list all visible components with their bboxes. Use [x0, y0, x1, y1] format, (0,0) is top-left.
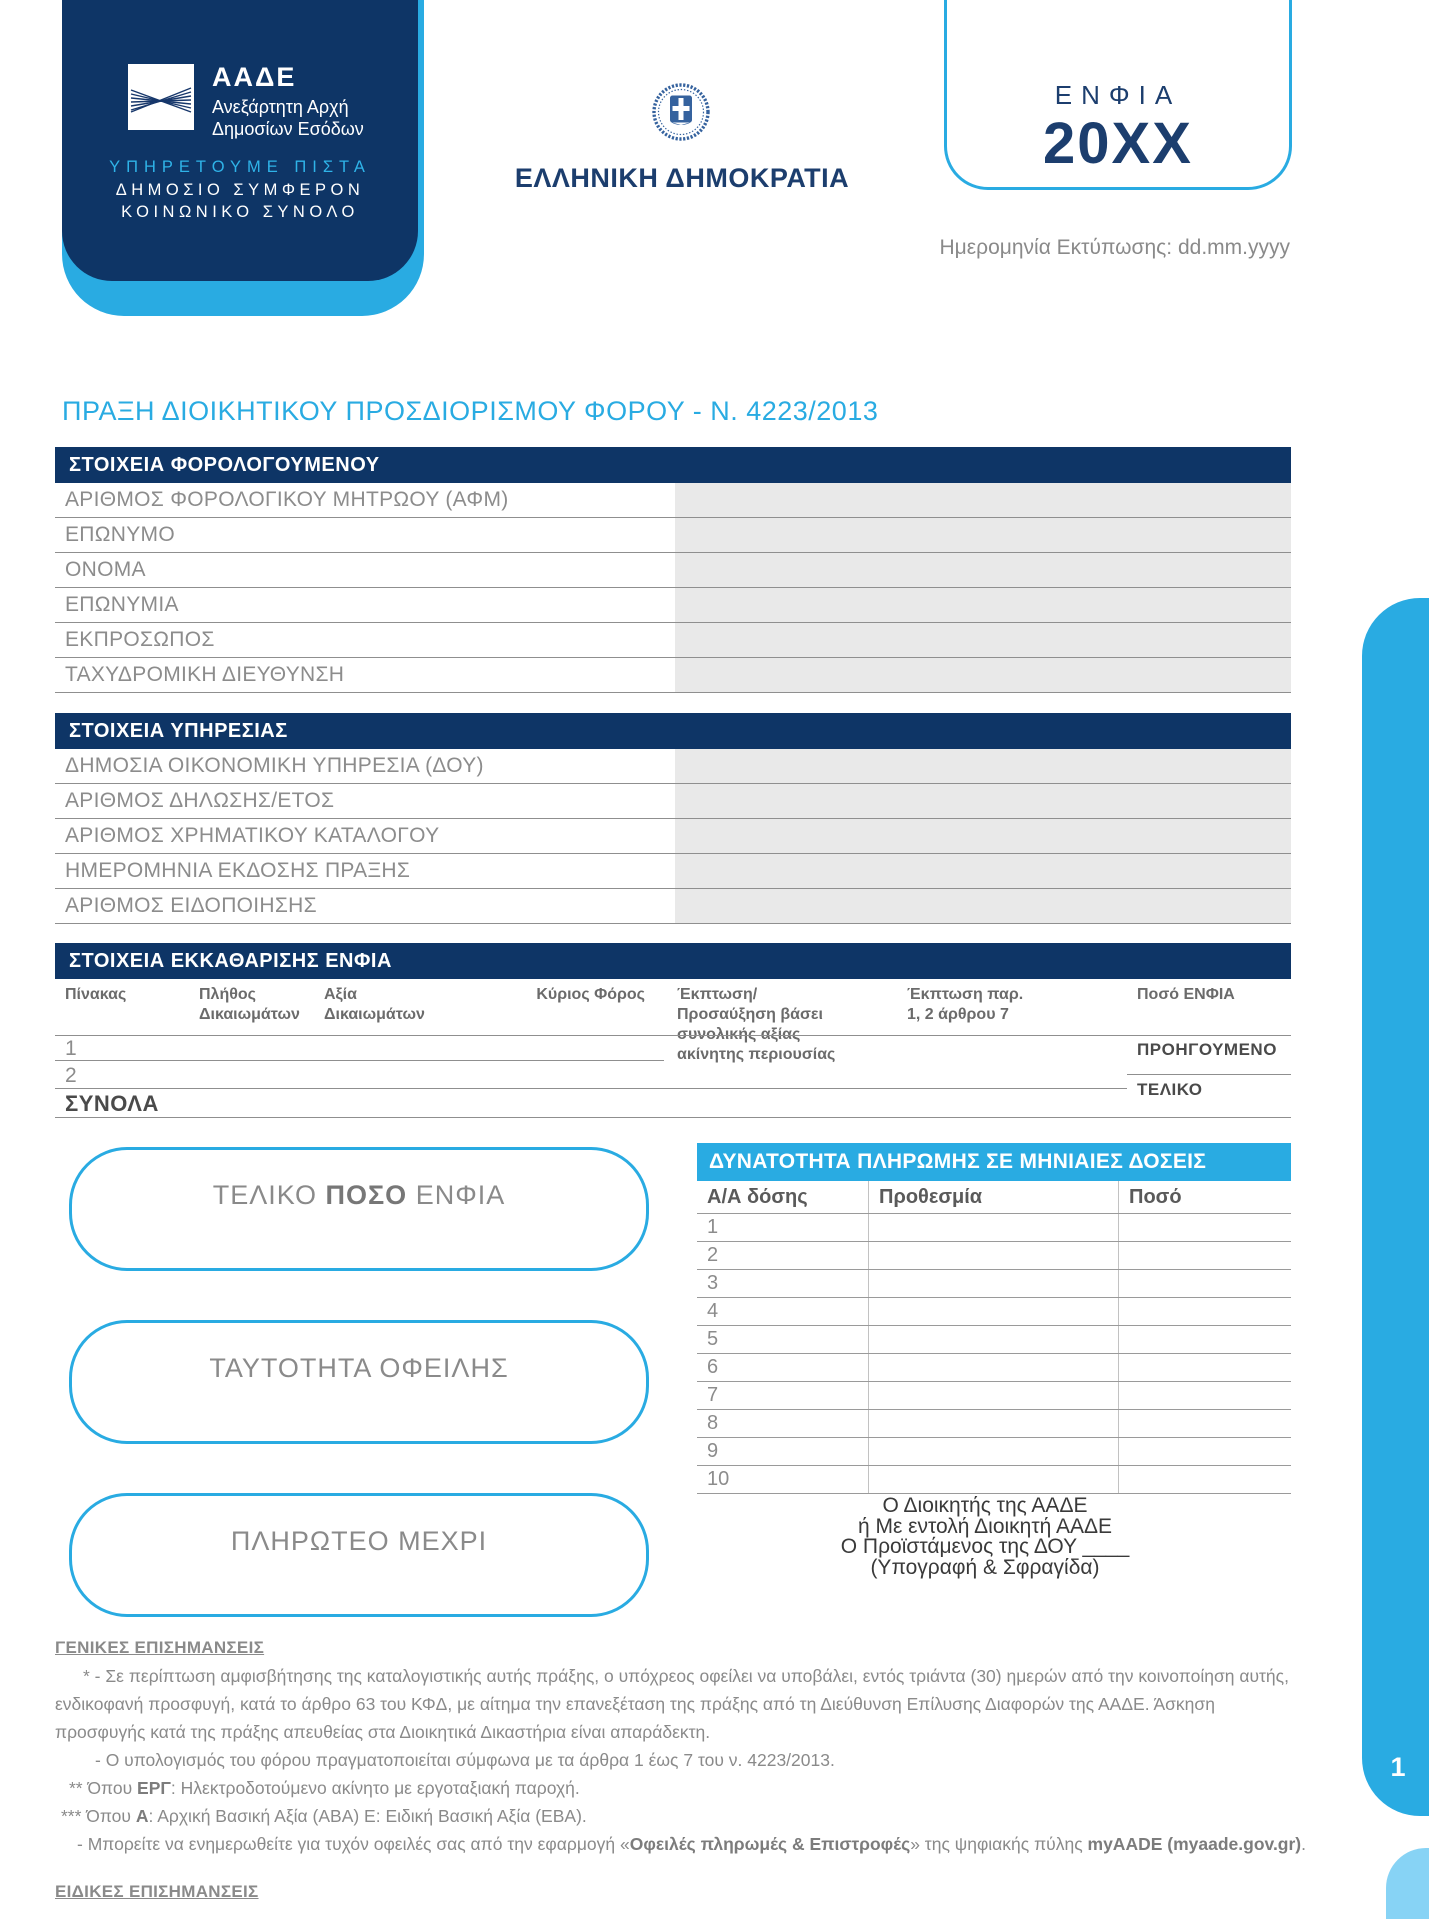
taxpayer-row-value: [675, 483, 1291, 517]
amount-previous-label: ΠΡΟΗΓΟΥΜΕΝΟ: [1137, 1040, 1277, 1059]
taxpayer-row-label: ΤΑΧΥΔΡΟΜΙΚΗ ΔΙΕΥΘΥΝΣΗ: [65, 663, 345, 686]
taxpayer-row-value: [675, 623, 1291, 657]
installments-column-headers: [697, 1181, 1291, 1214]
installment-amount: [1118, 1438, 1291, 1465]
taxpayer-row: [55, 553, 1291, 588]
aade-subtitle-2: Δημοσίων Εσόδων: [212, 119, 364, 139]
taxpayer-row-value: [675, 518, 1291, 552]
service-row-label: ΗΜΕΡΟΜΗΝΙΑ ΕΚΔΟΣΗΣ ΠΡΑΞΗΣ: [65, 859, 411, 882]
side-accent-strip: [1362, 598, 1429, 1816]
installments-section: [697, 1143, 1291, 1494]
service-row-value: [675, 819, 1291, 853]
installment-num: 4: [707, 1300, 719, 1322]
service-section: [55, 713, 1291, 924]
installment-num: 3: [707, 1272, 719, 1294]
installment-deadline: [868, 1270, 1118, 1297]
installment-num: 2: [707, 1244, 719, 1266]
footnote-item: - Μπορείτε να ενημερωθείτε για τυχόν οφειλές σας από την εφαρμογή «Οφειλές πληρωμές & Επιστροφές» της ψηφιακής πύλης myAADE (myaade.gov.gr).: [77, 1834, 1307, 1854]
footnote-item: *** Όπου Α: Αρχική Βασική Αξία (ΑΒΑ) Ε: Ειδική Βασική Αξία (ΕΒΑ).: [61, 1806, 587, 1826]
enfia-year: 20XX: [1043, 111, 1193, 176]
installment-amount: [1118, 1382, 1291, 1409]
service-row-label: ΔΗΜΟΣΙΑ ΟΙΚΟΝΟΜΙΚΗ ΥΠΗΡΕΣΙΑ (ΔΟΥ): [65, 754, 484, 777]
signature-line: (Υπογραφή & Σφραγίδα): [870, 1555, 1100, 1579]
signature-block: [790, 1496, 1180, 1578]
taxpayer-row-label: ΕΠΩΝΥΜΙΑ: [65, 593, 179, 616]
hellenic-republic-emblem-icon: [651, 82, 711, 147]
republic-title: ΕΛΛΗΝΙΚΗ ΔΗΜΟΚΡΑΤΙΑ: [514, 163, 850, 193]
enfia-year-box: [944, 0, 1292, 190]
installment-deadline: [868, 1354, 1118, 1381]
installment-deadline: [868, 1242, 1118, 1269]
taxpayer-section-header: ΣΤΟΙΧΕΙΑ ΦΟΡΟΛΟΓΟΥΜΕΝΟΥ: [55, 447, 1291, 483]
print-date: Ημερομηνία Εκτύπωσης: dd.mm.yyyy: [939, 236, 1290, 259]
taxpayer-row: [55, 623, 1291, 658]
taxpayer-row-label: ΑΡΙΘΜΟΣ ΦΟΡΟΛΟΓΙΚΟΥ ΜΗΤΡΩΟΥ (ΑΦΜ): [65, 488, 509, 511]
taxpayer-row-value: [675, 658, 1291, 692]
installment-num: 10: [707, 1468, 730, 1490]
document-title: ΠΡΑΞΗ ΔΙΟΙΚΗΤΙΚΟΥ ΠΡΟΣΔΙΟΡΙΣΜΟΥ ΦΟΡΟΥ - Ν. 4223/2013: [62, 396, 879, 426]
installment-num: 9: [707, 1440, 719, 1462]
side-accent-strip-light: [1386, 1848, 1429, 1919]
service-row-label: ΑΡΙΘΜΟΣ ΔΗΛΩΣΗΣ/ΕΤΟΣ: [65, 789, 335, 812]
clearance-row-2: 2: [65, 1064, 77, 1087]
service-row: [55, 854, 1291, 889]
installment-num: 5: [707, 1328, 719, 1350]
clearance-row-1: 1: [65, 1037, 77, 1060]
footnote-item: * - Σε περίπτωση αμφισβήτησης της καταλογιστικής αυτής πράξης, ο υπόχρεος οφείλει να υποβάλει, εντός τριάντα (30) ημερών από την κοινοποίηση αυτής, ενδικοφανή προσφυγή, κατά το άρθρο 63 του ΚΦΔ, με αίτημα την επανεξέταση της πράξης από τη Διεύθυνση Επίλυσης Διαφορών της ΑΑΔΕ. Άσκηση προσφυγής κατά της πράξης απευθείας στα Διοικητικά Δικαστήρια είναι απαράδεκτη.: [55, 1666, 1289, 1742]
clearance-section: [55, 943, 1291, 1119]
service-row-value: [675, 889, 1291, 923]
installment-num: 8: [707, 1412, 719, 1434]
clearance-totals-label: ΣΥΝΟΛΑ: [65, 1091, 159, 1116]
service-row: [55, 784, 1291, 819]
debt-identity-label: ΤΑΥΤΟΤΗΤΑ ΟΦΕΙΛΗΣ: [209, 1353, 509, 1383]
final-amount-box: [69, 1147, 649, 1271]
aade-tagline-2: ΔΗΜΟΣΙΟ ΣΥΜΦΕΡΟΝ: [115, 181, 365, 199]
aade-tagline-1: ΥΠΗΡΕΤΟΥΜΕ ΠΙΣΤΑ: [109, 158, 371, 176]
installment-num: 6: [707, 1356, 719, 1378]
installment-num: 1: [707, 1216, 719, 1238]
installment-deadline: [868, 1214, 1118, 1241]
debt-identity-box: [69, 1320, 649, 1444]
enfia-label: ΕΝΦΙΑ: [1054, 80, 1182, 110]
aade-brand: ΑΑΔΕ: [212, 62, 297, 92]
installment-deadline: [868, 1410, 1118, 1437]
col-amount: Ποσό: [1118, 1181, 1291, 1213]
col-axia: Αξία Δικαιωμάτων: [324, 986, 425, 1023]
clearance-rows: [55, 1035, 1291, 1119]
installment-amount: [1118, 1326, 1291, 1353]
taxpayer-row: [55, 518, 1291, 553]
taxpayer-row-value: [675, 588, 1291, 622]
installment-row: [697, 1298, 1291, 1326]
installment-row: [697, 1382, 1291, 1410]
col-installment-num: Α/Α δόσης: [707, 1185, 808, 1208]
aade-logo-block: [62, 0, 418, 281]
installment-row: [697, 1410, 1291, 1438]
col-plithos: Πλήθος Δικαιωμάτων: [199, 986, 300, 1023]
installment-row: [697, 1354, 1291, 1382]
footnotes: [55, 1638, 1307, 1902]
taxpayer-row: [55, 658, 1291, 693]
installment-deadline: [868, 1382, 1118, 1409]
payable-until-label: ΠΛΗΡΩΤΕΟ ΜΕΧΡΙ: [230, 1526, 488, 1556]
col-pinakas: Πίνακας: [65, 986, 127, 1003]
taxpayer-section: [55, 447, 1291, 693]
installment-amount: [1118, 1214, 1291, 1241]
aade-logo-icon: [128, 64, 194, 130]
amount-final-label: ΤΕΛΙΚΟ: [1137, 1080, 1203, 1099]
installment-row: [697, 1326, 1291, 1354]
taxpayer-row: [55, 483, 1291, 518]
col-deadline: Προθεσμία: [868, 1181, 1118, 1213]
installment-row: [697, 1466, 1291, 1494]
clearance-section-header: ΣΤΟΙΧΕΙΑ ΕΚΚΑΘΑΡΙΣΗΣ ΕΝΦΙΑ: [55, 943, 1291, 979]
final-amount-label: ΤΕΛΙΚΟ ΠΟΣΟ ΕΝΦΙΑ: [212, 1180, 506, 1210]
col-ekptosi-par12: Έκπτωση παρ. 1, 2 άρθρου 7: [907, 986, 1024, 1023]
installment-deadline: [868, 1438, 1118, 1465]
installment-amount: [1118, 1298, 1291, 1325]
taxpayer-row-label: ΕΚΠΡΟΣΩΠΟΣ: [65, 628, 215, 651]
taxpayer-row: [55, 588, 1291, 623]
taxpayer-row-label: ΕΠΩΝΥΜΟ: [65, 523, 175, 546]
signature-line: ή Με εντολή Διοικητή ΑΑΔΕ: [857, 1514, 1113, 1538]
signature-line: Ο Προϊστάμενος της ΔΟΥ ____: [840, 1535, 1130, 1558]
aade-tagline-3: ΚΟΙΝΩΝΙΚΟ ΣΥΝΟΛΟ: [121, 203, 359, 221]
col-poso-enfia: Ποσό ΕΝΦΙΑ: [1137, 986, 1235, 1003]
installment-amount: [1118, 1410, 1291, 1437]
footnote-item: ** Όπου ΕΡΓ: Ηλεκτροδοτούμενο ακίνητο με εργοταξιακή παροχή.: [69, 1778, 580, 1798]
payable-until-box: [69, 1493, 649, 1617]
taxpayer-row-label: ΟΝΟΜΑ: [65, 558, 146, 581]
installment-amount: [1118, 1354, 1291, 1381]
aade-subtitle-1: Ανεξάρτητη Αρχή: [212, 97, 349, 117]
service-row-label: ΑΡΙΘΜΟΣ ΕΙΔΟΠΟΙΗΣΗΣ: [65, 894, 317, 917]
installment-num: 7: [707, 1384, 719, 1406]
taxpayer-row-value: [675, 553, 1291, 587]
installment-deadline: [868, 1326, 1118, 1353]
installment-row: [697, 1242, 1291, 1270]
installment-amount: [1118, 1242, 1291, 1269]
service-row-value: [675, 854, 1291, 888]
service-row-value: [675, 784, 1291, 818]
service-row: [55, 819, 1291, 854]
service-row-value: [675, 749, 1291, 783]
installment-row: [697, 1438, 1291, 1466]
col-ekptosi-prosavxisi: Έκπτωση/Προσαύξηση βάσει συνολικής αξίας ακίνητης περιουσίας: [677, 986, 836, 1063]
service-section-header: ΣΤΟΙΧΕΙΑ ΥΠΗΡΕΣΙΑΣ: [55, 713, 1291, 749]
page-number: 1: [1390, 1752, 1406, 1782]
installment-deadline: [868, 1298, 1118, 1325]
signature-line: Ο Διοικητής της ΑΑΔΕ: [882, 1494, 1088, 1517]
installment-amount: [1118, 1466, 1291, 1493]
col-kyrios-foros: Κύριος Φόρος: [536, 986, 645, 1003]
installments-header: ΔΥΝΑΤΟΤΗΤΑ ΠΛΗΡΩΜΗΣ ΣΕ ΜΗΝΙΑΙΕΣ ΔΟΣΕΙΣ: [697, 1143, 1291, 1181]
service-row-label: ΑΡΙΘΜΟΣ ΧΡΗΜΑΤΙΚΟΥ ΚΑΤΑΛΟΓΟΥ: [65, 824, 440, 847]
general-notes-title: ΓΕΝΙΚΕΣ ΕΠΙΣΗΜΑΝΣΕΙΣ: [55, 1638, 265, 1657]
installment-amount: [1118, 1270, 1291, 1297]
installment-deadline: [868, 1466, 1118, 1493]
installment-row: [697, 1270, 1291, 1298]
installment-row: [697, 1214, 1291, 1242]
service-row: [55, 889, 1291, 924]
special-notes-title: ΕΙΔΙΚΕΣ ΕΠΙΣΗΜΑΝΣΕΙΣ: [55, 1882, 259, 1901]
service-row: [55, 749, 1291, 784]
footnote-item: - Ο υπολογισμός του φόρου πραγματοποιείται σύμφωνα με τα άρθρα 1 έως 7 του ν. 4223/2013.: [95, 1750, 835, 1770]
